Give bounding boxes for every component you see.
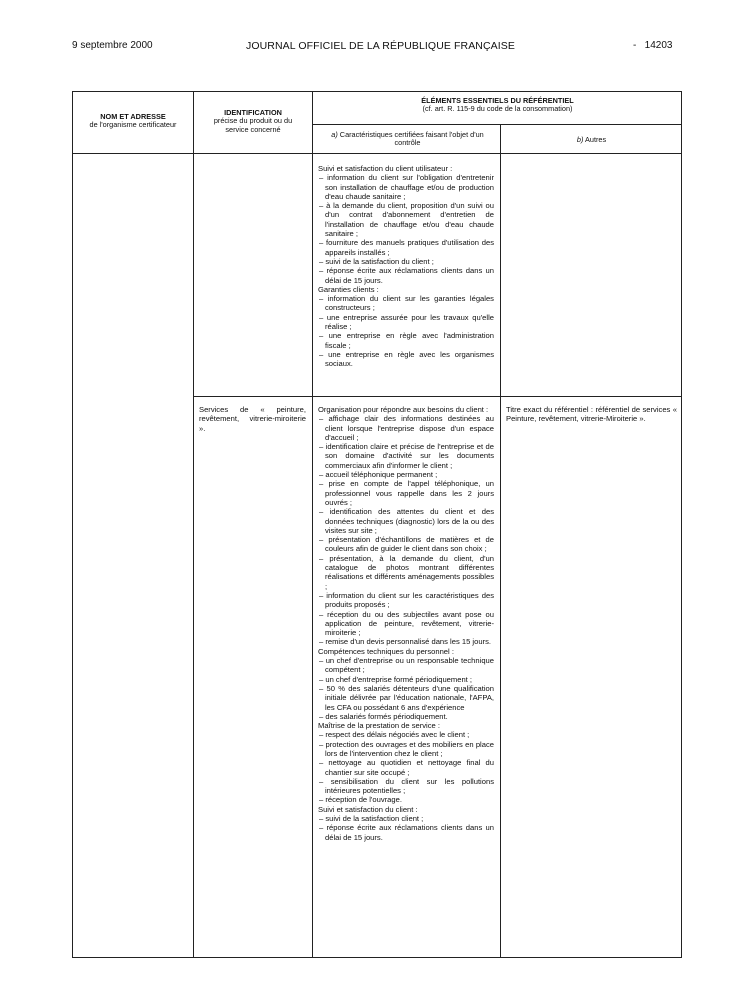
list-item: – une entreprise assurée pour les travaux qu'elle réalise ; bbox=[318, 313, 494, 332]
section-title: Maîtrise de la prestation de service : bbox=[318, 721, 440, 731]
list-item: – à la demande du client, proposition d'un suivi ou d'un contrat d'abonnement d'entretien de l'installation de chauffage et/ou d'eau chaude sanitaire ; bbox=[318, 201, 494, 238]
list-item: – sensibilisation du client sur les pollutions intérieures potentielles ; bbox=[318, 777, 494, 796]
list-item: – une entreprise en règle avec les organismes sociaux. bbox=[318, 350, 494, 369]
list-item: – suivi de la satisfaction du client ; bbox=[318, 257, 494, 266]
section-title: Suivi et satisfaction du client : bbox=[318, 804, 418, 814]
header-col-elements: ÉLÉMENTS ESSENTIELS DU RÉFÉRENTIEL (cf. art. R. 115-9 du code de la consommation) bbox=[421, 96, 574, 114]
list-item: – présentation, à la demande du client, d'un catalogue de photos montrant différentes réalisations et différents aménagements possibles ; bbox=[318, 554, 494, 591]
page-number: - 14203 bbox=[633, 40, 673, 51]
column-divider-2 bbox=[312, 91, 313, 958]
list-item: – un chef d'entreprise formé périodiquement ; bbox=[318, 675, 494, 684]
list-item: – information du client sur l'obligation d'entretenir son installation de chauffage et/ou de production d'eau chaude sanitaire ; bbox=[318, 173, 494, 201]
list-item: – remise d'un devis personnalisé dans les 15 jours. bbox=[318, 637, 494, 646]
list-item: – réception du ou des subjectiles avant pose ou application de peinture, revêtement, vitrerie-miroiterie ; bbox=[318, 610, 494, 638]
section-title: Compétences techniques du personnel : bbox=[318, 646, 454, 656]
row-divider bbox=[193, 396, 682, 397]
row2-identification: Services de « peinture, revêtement, vitrerie-miroiterie ». bbox=[199, 405, 306, 433]
list-item: – réponse écrite aux réclamations clients dans un délai de 15 jours. bbox=[318, 266, 494, 285]
header-col-identification: IDENTIFICATION précise du produit ou du service concerné bbox=[213, 108, 293, 134]
list-item: – affichage clair des informations destinées au client lorsque l'entreprise dispose d'un espace d'accueil ; bbox=[318, 414, 494, 442]
list-item: – fourniture des manuels pratiques d'utilisation des appareils installés ; bbox=[318, 238, 494, 257]
section-title: Suivi et satisfaction du client utilisateur : bbox=[318, 164, 453, 173]
list-item: – accueil téléphonique permanent ; bbox=[318, 470, 494, 479]
journal-title: JOURNAL OFFICIEL DE LA RÉPUBLIQUE FRANÇAISE bbox=[246, 40, 515, 52]
page-date: 9 septembre 2000 bbox=[72, 40, 153, 51]
header-col-b: b) Autres bbox=[576, 135, 607, 144]
header-col-a: a) Caractéristiques certifiées faisant l'objet d'un contrôle bbox=[331, 130, 484, 148]
list-item: – protection des ouvrages et des mobiliers en place lors de l'intervention chez le client ; bbox=[318, 740, 494, 759]
list-item: – information du client sur les garanties légales constructeurs ; bbox=[318, 294, 494, 313]
list-item: – 50 % des salariés détenteurs d'une qualification initiale délivrée par l'éducation nationale, l'AFPA, les CFA ou possédant 6 ans d'expérience bbox=[318, 684, 494, 712]
section-title: Garanties clients : bbox=[318, 284, 379, 294]
list-item: – un chef d'entreprise ou un responsable technique compétent ; bbox=[318, 656, 494, 675]
row2-characteristics bbox=[318, 405, 494, 842]
header-bottom-rule bbox=[72, 153, 682, 154]
list-item: – réponse écrite aux réclamations clients dans un délai de 15 jours. bbox=[318, 823, 494, 842]
list-item: – suivi de la satisfaction client ; bbox=[318, 814, 494, 823]
list-item: – prise en compte de l'appel téléphonique, un professionnel vous rappelle dans les 2 jours ouvrés ; bbox=[318, 479, 494, 507]
list-item: – identification des attentes du client et des données techniques (diagnostic) lors de la ou des visites sur site ; bbox=[318, 507, 494, 535]
column-divider-3 bbox=[500, 124, 501, 958]
header-col-organisme: NOM ET ADRESSE de l'organisme certificateur bbox=[89, 112, 177, 130]
header-subdivider bbox=[312, 124, 682, 125]
row1-characteristics bbox=[318, 164, 494, 369]
list-item: – identification claire et précise de l'entreprise et de son domaine d'activité sur les documents commerciaux afin d'informer le client ; bbox=[318, 442, 494, 470]
list-item: – information du client sur les caractéristiques des produits proposés ; bbox=[318, 591, 494, 610]
list-item: – réception de l'ouvrage. bbox=[318, 795, 494, 804]
list-item: – des salariés formés périodiquement. bbox=[318, 712, 494, 721]
list-item: – présentation d'échantillons de matières et de couleurs afin de guider le client dans son choix ; bbox=[318, 535, 494, 554]
section-title: Organisation pour répondre aux besoins du client : bbox=[318, 405, 489, 414]
list-item: – une entreprise en règle avec l'administration fiscale ; bbox=[318, 331, 494, 350]
row2-other: Titre exact du référentiel : référentiel de services « Peinture, revêtement, vitrerie-Miroiterie ». bbox=[506, 405, 677, 424]
list-item: – respect des délais négociés avec le client ; bbox=[318, 730, 494, 739]
column-divider-1 bbox=[193, 91, 194, 958]
list-item: – nettoyage au quotidien et nettoyage final du chantier sur site occupé ; bbox=[318, 758, 494, 777]
